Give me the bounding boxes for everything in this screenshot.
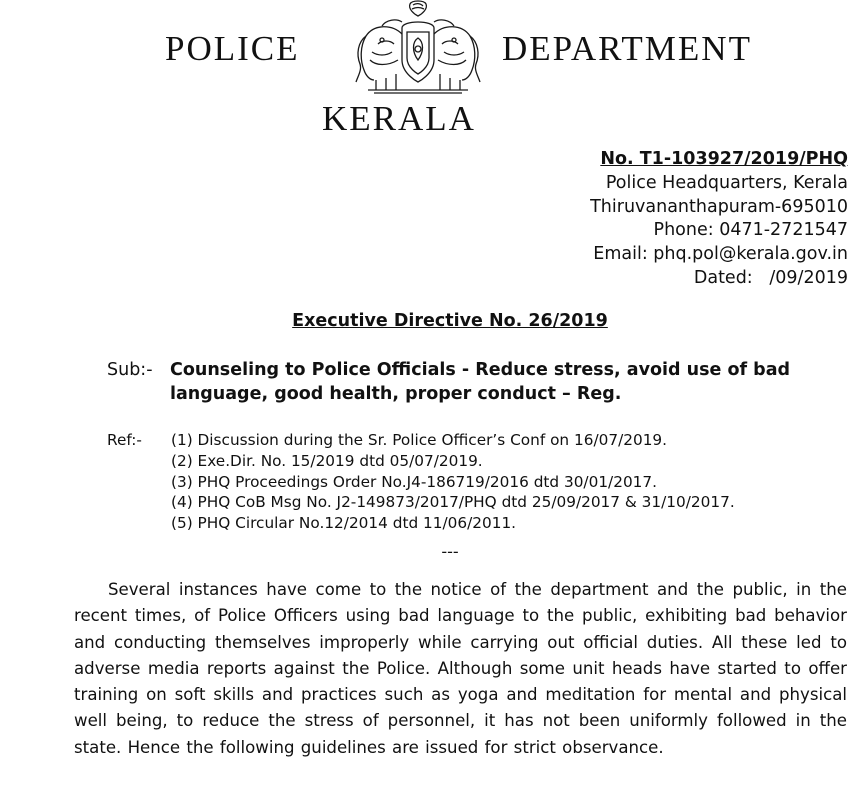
- reference-item: (3) PHQ Proceedings Order No.J4-186719/2016 dtd 30/01/2017.: [171, 472, 657, 491]
- reference-item: (1) Discussion during the Sr. Police Officer’s Conf on 16/07/2019.: [171, 431, 668, 449]
- subject-text: Counseling to Police Officials - Reduce stress, avoid use of bad language, good health, proper conduct – Reg.: [170, 360, 791, 404]
- reference-block: [590, 148, 848, 291]
- reference-item: (4) PHQ CoB Msg No. J2-149873/2017/PHQ dtd 25/09/2017 & 31/10/2017.: [171, 493, 735, 512]
- phone-number: Phone: 0471-2721547: [653, 220, 848, 241]
- header-police: POLICE: [165, 29, 300, 68]
- email-address: Email: phq.pol@kerala.gov.in: [593, 244, 848, 265]
- header-department: DEPARTMENT: [502, 29, 752, 68]
- subject-label: Sub:-: [107, 360, 153, 380]
- header-kerala: KERALA: [322, 99, 476, 138]
- dated: Dated: /09/2019: [693, 267, 848, 288]
- reference-item: (2) Exe.Dir. No. 15/2019 dtd 05/07/2019.: [171, 451, 483, 470]
- office-address: Police Headquarters, Kerala: [605, 172, 848, 193]
- references-label: Ref:-: [107, 431, 142, 449]
- kerala-state-emblem-icon: [352, 0, 484, 95]
- separator: ---: [441, 542, 459, 561]
- references-list: [171, 430, 867, 534]
- reference-item: (5) PHQ Circular No.12/2014 dtd 11/06/2011.: [171, 514, 517, 533]
- city-address: Thiruvananthapuram-695010: [590, 196, 848, 217]
- body-paragraph: Several instances have come to the notice of the department and the public, in the recent times, of Police Officers using bad language to the public, exhibiting bad behavior and conducting themselves improperly while carrying out official duties. All these led to adverse media reports against the Police. Although some unit heads have started to offer training on soft skills and practices such as yoga and meditation for mental and physical well being, to reduce the stress of personnel, it has not been uniformly followed in the state. Hence the following guidelines are issued for strict observance.: [74, 580, 847, 757]
- reference-number: No. T1-103927/2019/PHQ: [600, 149, 848, 169]
- directive-title: Executive Directive No. 26/2019: [292, 311, 608, 331]
